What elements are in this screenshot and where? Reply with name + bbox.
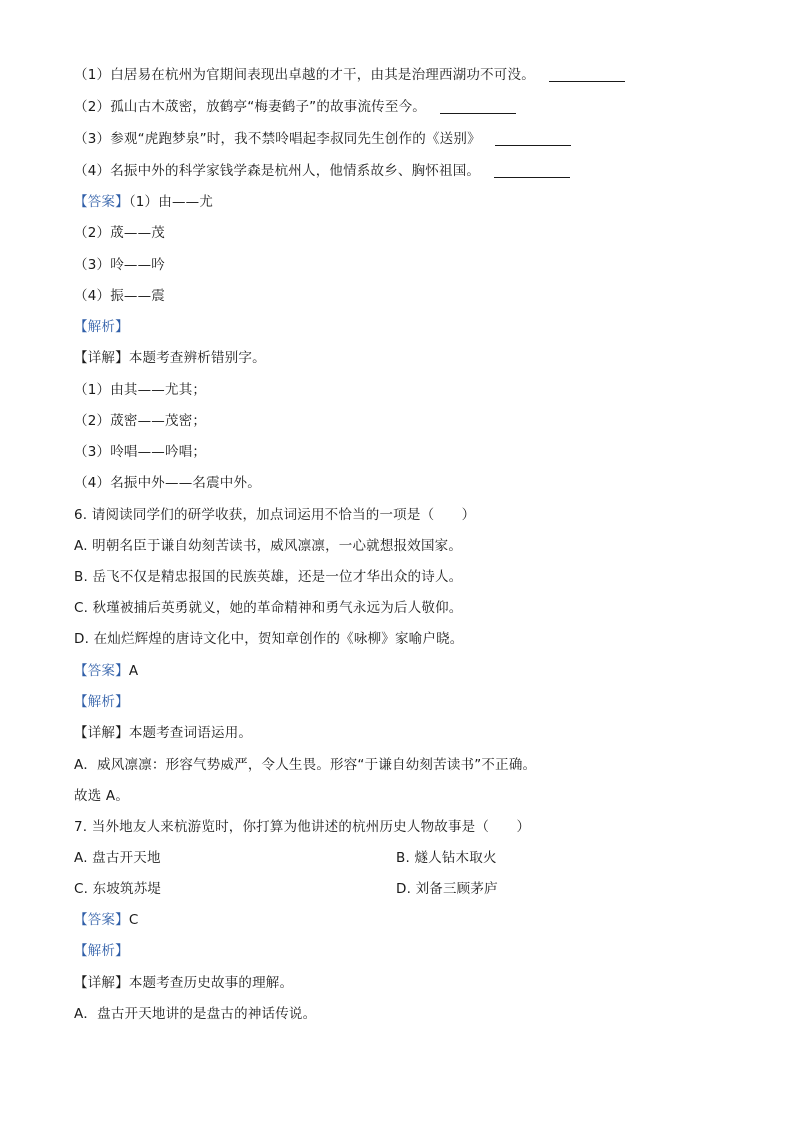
q6-analysis-tag: 【解析】 bbox=[74, 694, 129, 710]
q5-item-2-text: （2）孤山古木荿密，放鹤亭“梅妻鹤子”的故事流传至今。 bbox=[74, 99, 426, 115]
q7-options-row-2 bbox=[74, 878, 734, 900]
q7-option-b: B. 燧人钻木取火 bbox=[396, 850, 497, 866]
q5-detail-4: （4）名振中外——名震中外。 bbox=[74, 475, 261, 491]
q6-explanation: A．威风凛凛：形容气势威严，令人生畏。形容“于谦自幼刻苦读书”不正确。 bbox=[74, 757, 537, 773]
detail-tag: 【详解】 bbox=[74, 725, 129, 741]
q5-detail-2: （2）荿密——茂密； bbox=[74, 413, 207, 429]
q7-answer bbox=[74, 909, 138, 931]
q6-question: 6. 请阅读同学们的研学收获，加点词运用不恰当的一项是（ ） bbox=[74, 507, 476, 523]
q6-conclusion: 故选 A。 bbox=[74, 788, 130, 804]
q6-option-c: C. 秋瑾被捕后英勇就义，她的革命精神和勇气永远为后人敬仰。 bbox=[74, 600, 463, 616]
answer-tag: 【答案】 bbox=[74, 194, 129, 210]
q6-option-b: B. 岳飞不仅是精忠报国的民族英雄，还是一位才华出众的诗人。 bbox=[74, 569, 463, 585]
answer-blank bbox=[440, 97, 516, 114]
q5-item-2 bbox=[74, 96, 516, 118]
q5-answer-1: （1）由——尤 bbox=[128, 194, 214, 210]
answer-blank bbox=[549, 65, 625, 82]
q6-answer-value: A bbox=[128, 663, 139, 679]
q5-detail-text: 本题考查辨析错别字。 bbox=[128, 350, 266, 366]
q7-question: 7. 当外地友人来杭游览时，你打算为他讲述的杭州历史人物故事是（ ） bbox=[74, 819, 531, 835]
q5-item-4-text: （4）名振中外的科学家钱学森是杭州人，他情系故乡、胸怀祖国。 bbox=[74, 163, 481, 179]
q6-option-a: A. 明朝名臣于谦自幼刻苦读书，威风凛凛，一心就想报效国家。 bbox=[74, 538, 463, 554]
q5-detail bbox=[74, 347, 266, 369]
q7-option-d: D. 刘备三顾茅庐 bbox=[396, 881, 498, 897]
q5-analysis-tag: 【解析】 bbox=[74, 319, 129, 335]
q7-option-a: A. 盘古开天地 bbox=[74, 850, 161, 866]
q6-detail-text: 本题考查词语运用。 bbox=[128, 725, 253, 741]
q5-answer bbox=[74, 191, 213, 213]
q6-detail bbox=[74, 722, 252, 744]
q5-detail-3: （3）呤唱——吟唱； bbox=[74, 444, 207, 460]
q7-options-row-1 bbox=[74, 847, 734, 869]
q5-item-3-text: （3）参观“虎跑梦泉”时，我不禁呤唱起李叔同先生创作的《送别》 bbox=[74, 131, 481, 147]
answer-blank bbox=[495, 129, 571, 146]
answer-tag: 【答案】 bbox=[74, 663, 129, 679]
q7-detail-text: 本题考查历史故事的理解。 bbox=[128, 975, 294, 991]
q5-answer-2: （2）荿——茂 bbox=[74, 225, 165, 241]
q6-answer bbox=[74, 660, 138, 682]
q5-detail-1: （1）由其——尤其； bbox=[74, 382, 207, 398]
q5-item-1 bbox=[74, 64, 625, 86]
q7-answer-value: C bbox=[128, 912, 139, 928]
q7-analysis-tag: 【解析】 bbox=[74, 943, 129, 959]
q7-explanation: A．盘古开天地讲的是盘古的神话传说。 bbox=[74, 1006, 317, 1022]
answer-tag: 【答案】 bbox=[74, 912, 129, 928]
q5-item-4 bbox=[74, 160, 570, 182]
q5-answer-4: （4）振——震 bbox=[74, 288, 165, 304]
q5-item-3 bbox=[74, 128, 571, 150]
q7-detail bbox=[74, 972, 293, 994]
detail-tag: 【详解】 bbox=[74, 975, 129, 991]
q5-item-1-text: （1）白居易在杭州为官期间表现出卓越的才干，由其是治理西湖功不可没。 bbox=[74, 67, 535, 83]
answer-blank bbox=[494, 161, 570, 178]
q6-option-d: D. 在灿烂辉煌的唐诗文化中，贺知章创作的《咏柳》家喻户晓。 bbox=[74, 631, 464, 647]
detail-tag: 【详解】 bbox=[74, 350, 129, 366]
q7-option-c: C. 东坡筑苏堤 bbox=[74, 881, 162, 897]
q5-answer-3: （3）呤——吟 bbox=[74, 257, 165, 273]
